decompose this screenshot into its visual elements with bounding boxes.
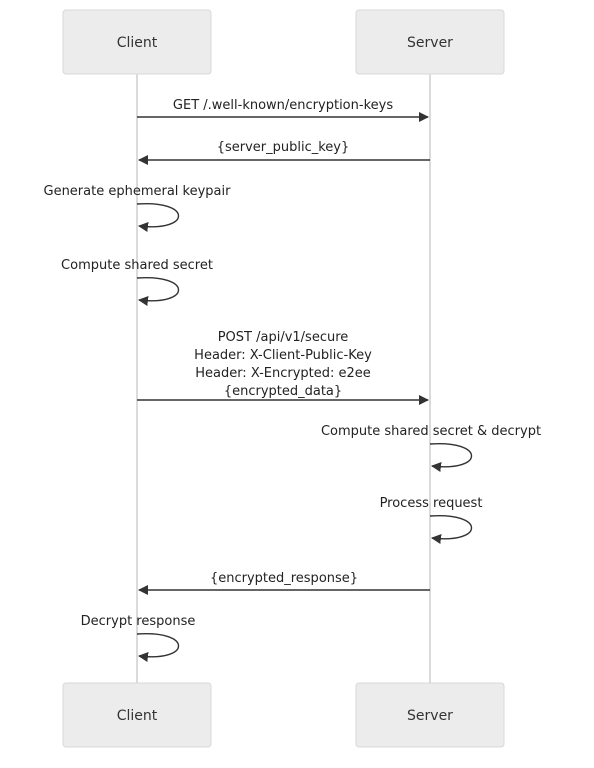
server-actor-top-label: Server: [407, 35, 453, 51]
server-actor-bottom-label: Server: [407, 708, 453, 724]
message-label: Process request: [379, 496, 483, 511]
client-actor-top: [63, 10, 211, 74]
self-loop-arrow: [430, 516, 472, 539]
self-loop-arrow: [137, 634, 179, 657]
message-label: Decrypt response: [80, 614, 196, 629]
client-actor-bottom-label: Client: [116, 708, 158, 724]
client-actor-top-label: Client: [116, 35, 158, 51]
message-label-line-3: Header: X-Encrypted: e2ee: [195, 366, 371, 381]
self-message-decrypt-response: [81, 614, 196, 657]
message-label: GET /.well-known/encryption-keys: [172, 98, 394, 113]
self-loop-arrow: [137, 204, 179, 227]
message-label: Compute shared secret: [61, 258, 213, 273]
message-server-public-key: [139, 140, 430, 160]
client-actor-bottom: [63, 683, 211, 747]
message-label: {server_public_key}: [216, 140, 350, 155]
message-encrypted-response: [139, 571, 430, 590]
message-post-secure: [137, 330, 428, 400]
server-actor-bottom: [356, 683, 504, 747]
message-label-line-4: {encrypted_data}: [223, 384, 343, 399]
server-actor-top: [356, 10, 504, 74]
message-label-line-2: Header: X-Client-Public-Key: [194, 348, 372, 363]
self-message-process-request: [380, 496, 483, 539]
message-label: {encrypted_response}: [209, 571, 359, 586]
self-loop-arrow: [430, 444, 472, 467]
message-get-encryption-keys: [137, 98, 428, 117]
self-message-compute-and-decrypt: [321, 424, 541, 467]
message-label: Generate ephemeral keypair: [43, 184, 231, 199]
message-label-line-1: POST /api/v1/secure: [217, 330, 349, 345]
self-loop-arrow: [137, 278, 179, 301]
message-label: Compute shared secret & decrypt: [320, 424, 542, 439]
